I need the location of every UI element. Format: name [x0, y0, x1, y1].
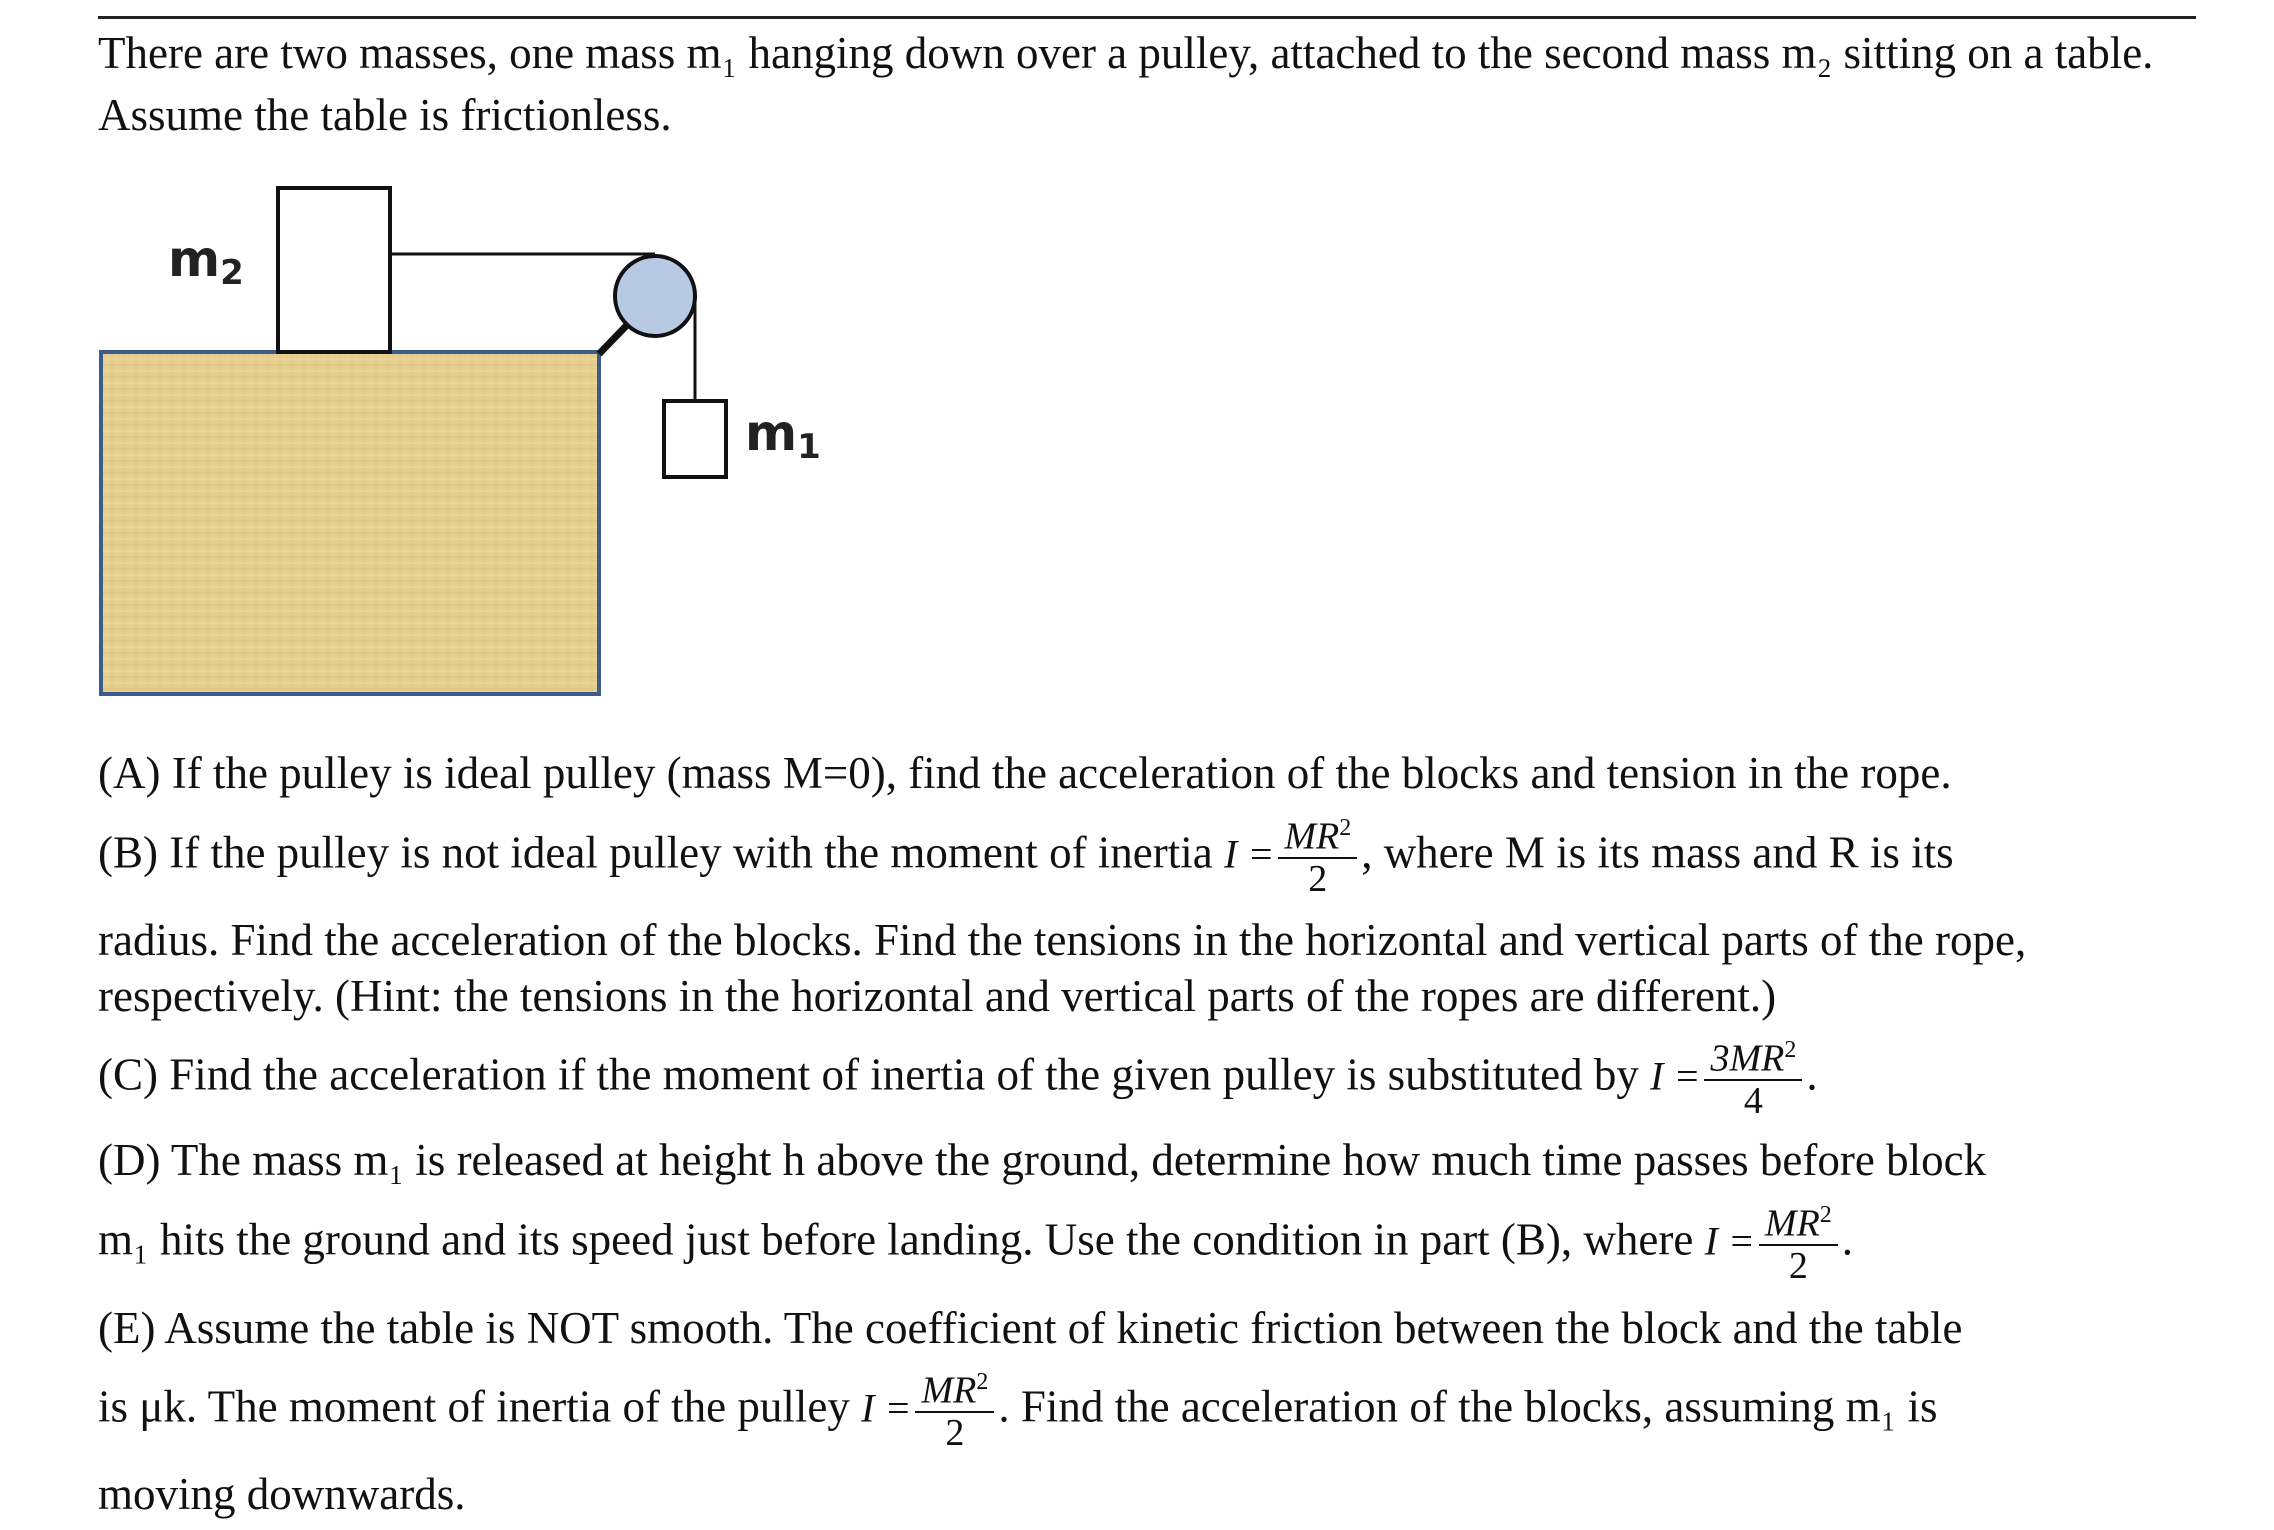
question-e: (E) Assume the table is NOT smooth. The coefficient of kinetic friction between the block and the table [98, 1303, 1963, 1353]
question-d-continued: m₁ hits the ground and its speed just before landing. Use the condition in part (B), where I = $\frac{MR^2}{2}$ . [98, 1199, 1853, 1290]
table [101, 352, 599, 694]
question-b-continued: radius. Find the acceleration of the blocks. Find the tensions in the horizontal and vertical parts of the rope, respectively. (Hint: the tensions in the horizontal and vertical parts of the ropes are different.) [98, 915, 2027, 1021]
question-a: (A) If the pulley is ideal pulley (mass M=0), find the acceleration of the blocks and tension in the rope. [98, 748, 1952, 798]
question-c: (C) Find the acceleration if the moment of inertia of the given pulley is substituted by I = $\frac{3MR^2}{4}$ . [98, 1034, 1818, 1125]
formula-half-mr2: $\frac{MR^2}{2}$ [1759, 1195, 1838, 1286]
top-rule [98, 16, 2196, 19]
block-m1 [664, 401, 726, 477]
formula-half-mr2: $\frac{MR^2}{2}$ [1278, 808, 1357, 899]
pulley [615, 256, 695, 336]
label-m2: $m_2$ [168, 230, 244, 293]
question-d: (D) The mass m₁ is released at height h above the ground, determine how much time passes before block [98, 1135, 1987, 1185]
formula-half-mr2: $\frac{MR^2}{2}$ [915, 1362, 994, 1453]
problem-intro: There are two masses, one mass m₁ hanging down over a pulley, attached to the second mass m₂ sitting on a table. Assume the table is frictionless. [98, 28, 2154, 140]
question-b: (B) If the pulley is not ideal pulley with the moment of inertia I = $\frac{MR^2}{2}$ , where M is its mass and R is its [98, 812, 1954, 903]
formula-three-quarter-mr2: $\frac{3MR^2}{4}$ [1704, 1030, 1802, 1121]
pulley-figure [0, 170, 900, 710]
block-m2 [278, 188, 390, 352]
label-m1: $m_1$ [745, 404, 821, 467]
question-e-end: moving downwards. [98, 1469, 466, 1519]
question-e-continued: is μk. The moment of inertia of the pulley I = $\frac{MR^2}{2}$ . Find the acceleration of the blocks, assuming m₁ is [98, 1366, 1938, 1457]
